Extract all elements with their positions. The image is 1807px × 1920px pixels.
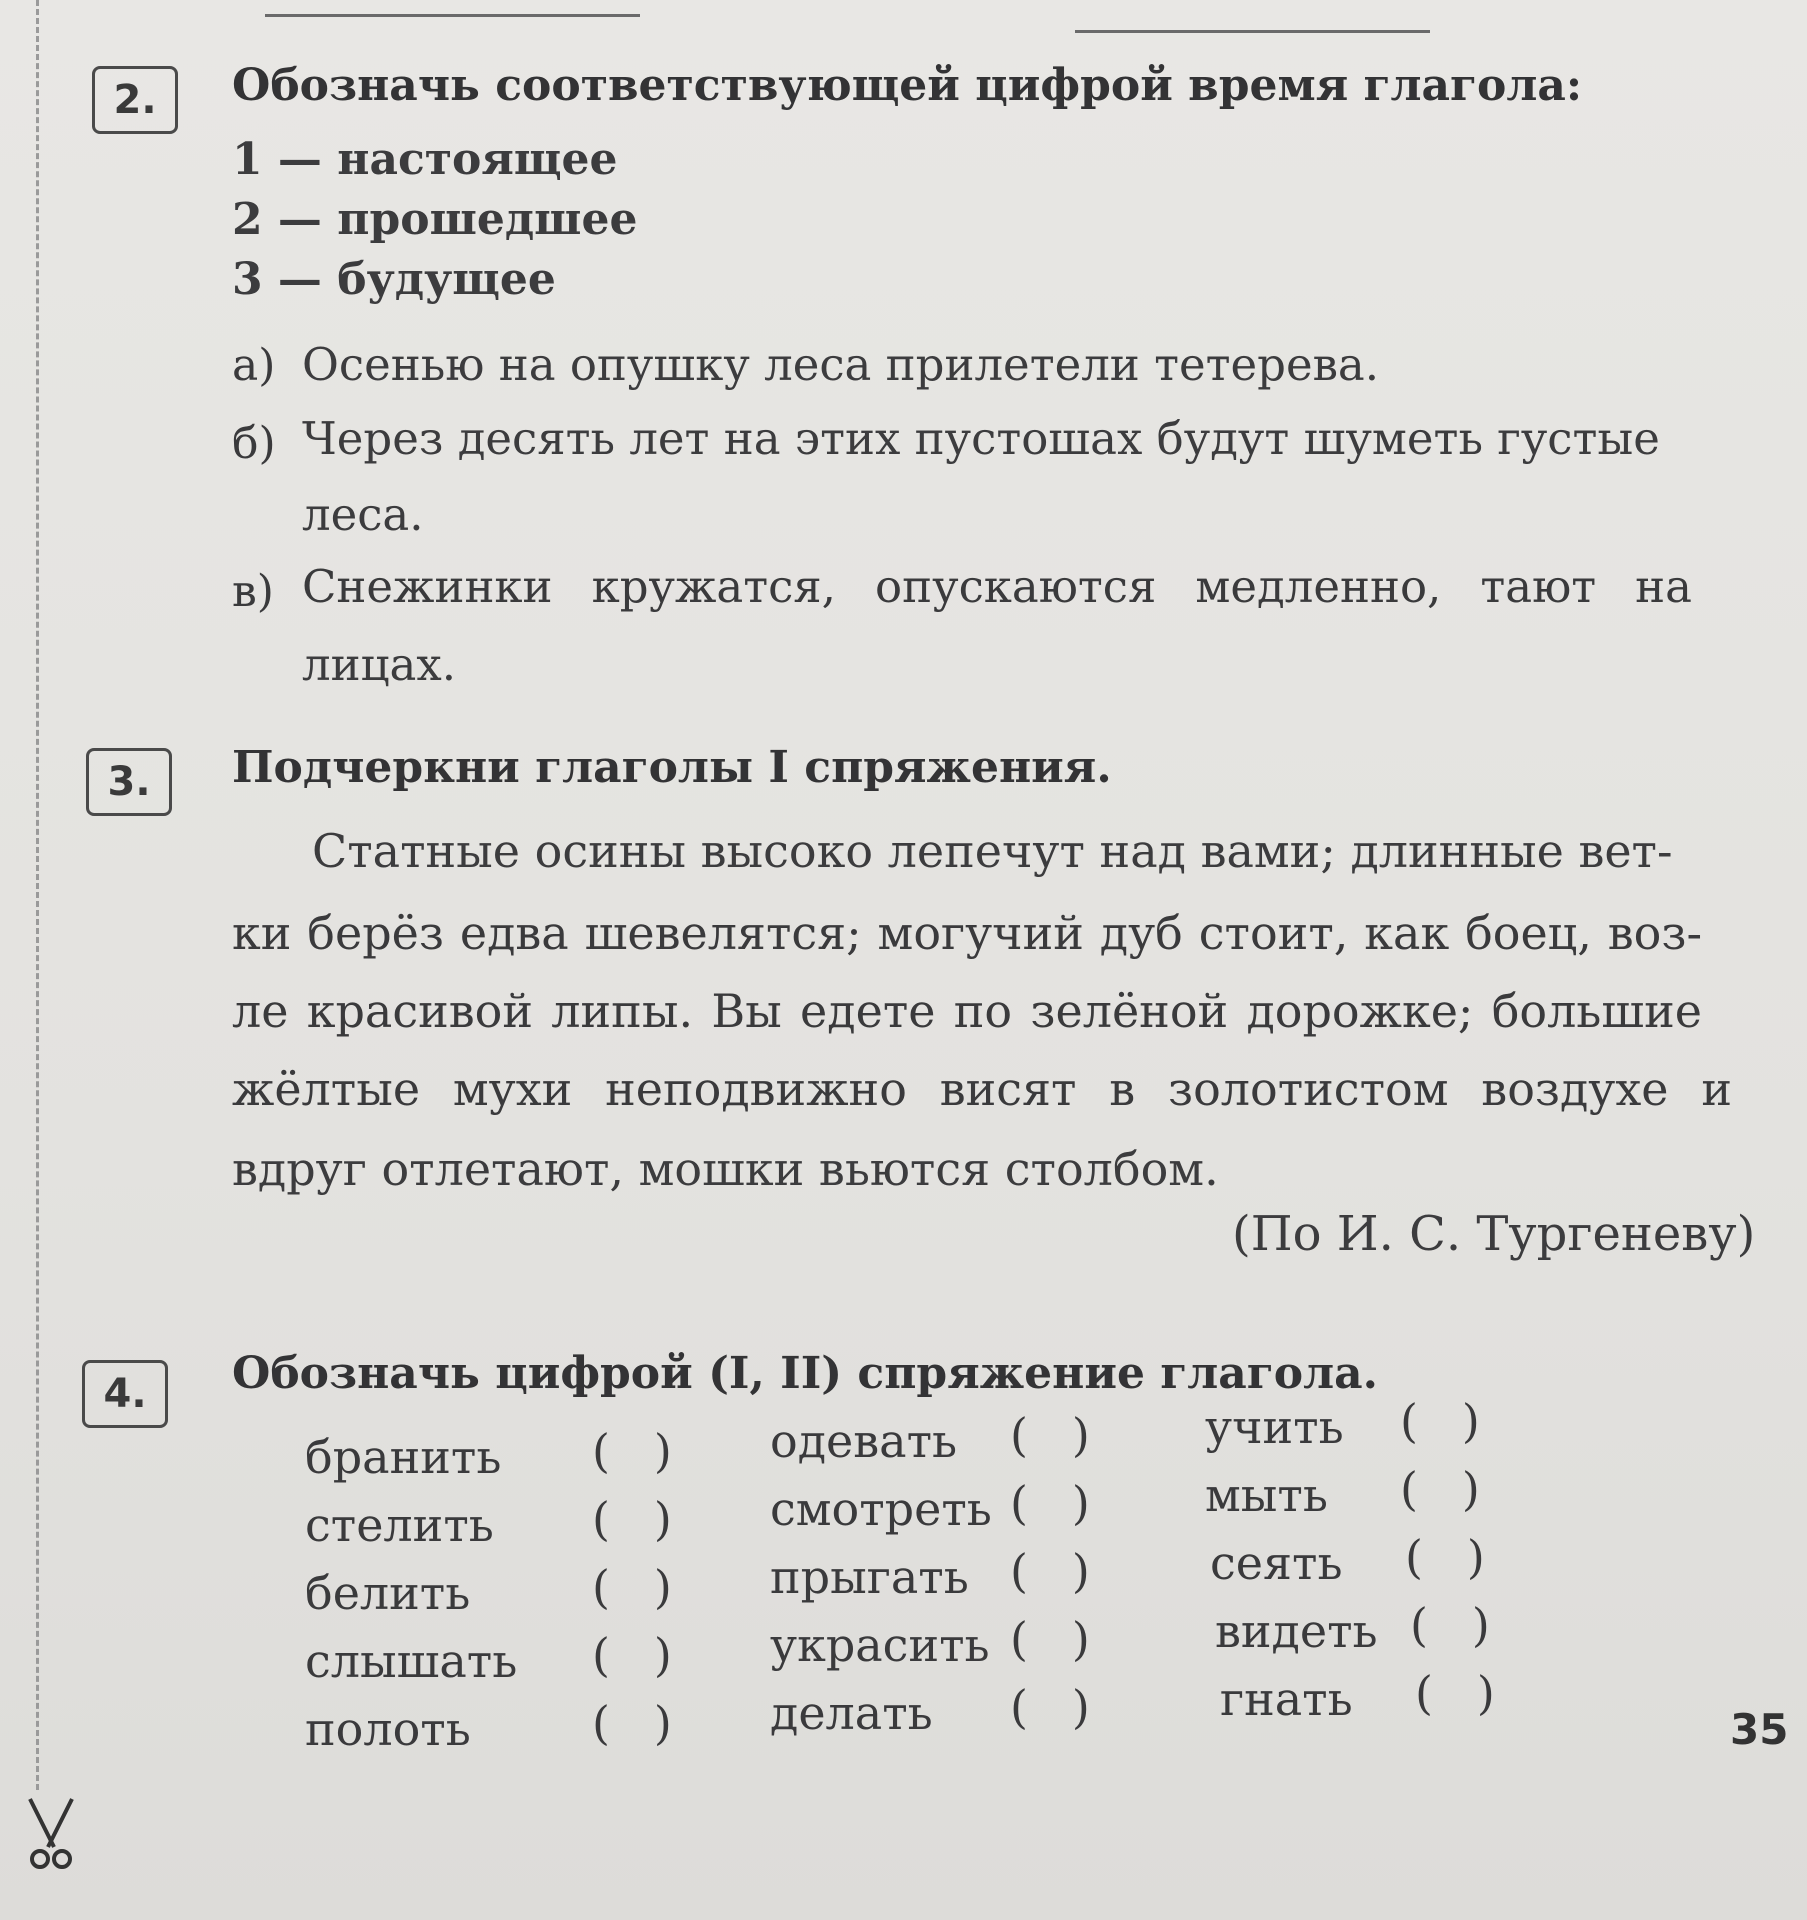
- scissors-icon: [22, 1795, 80, 1875]
- answer-blank[interactable]: ( ): [592, 1560, 672, 1614]
- task-4-number: 4.: [82, 1360, 168, 1428]
- sentence-c-text-1: Снежинки кружатся, опускаются медленно, тают на: [302, 560, 1692, 613]
- answer-blank[interactable]: ( ): [1010, 1544, 1090, 1598]
- task-3-text-line-3: ле красивой липы. Вы едете по зелёной дорожке; большие: [232, 984, 1702, 1038]
- task-3-text-line-5: вдруг отлетают, мошки вьются столбом.: [232, 1142, 1219, 1196]
- answer-blank[interactable]: ( ): [592, 1696, 672, 1750]
- verb-column-3-item: сеять: [1210, 1536, 1343, 1590]
- sentence-c-letter: в): [232, 566, 274, 617]
- verb-column-2-item: смотреть: [770, 1482, 992, 1536]
- verb-column-1-item: белить: [305, 1566, 471, 1620]
- task-2-number: 2.: [92, 66, 178, 134]
- top-rule-right: [1075, 30, 1430, 33]
- sentence-a-text: Осенью на опушку леса прилетели тетерева.: [302, 338, 1380, 391]
- task-3-title: Подчеркни глаголы I спряжения.: [232, 742, 1112, 793]
- verb-column-3-item: учить: [1205, 1400, 1344, 1454]
- cut-line: [36, 0, 39, 1790]
- answer-blank[interactable]: ( ): [1410, 1598, 1490, 1652]
- task-3-number: 3.: [86, 748, 172, 816]
- answer-blank[interactable]: ( ): [1415, 1666, 1495, 1720]
- task-4-title: Обозначь цифрой (I, II) спряжение глагола.: [232, 1348, 1378, 1399]
- verb-column-1-item: стелить: [305, 1498, 494, 1552]
- task-3-attribution: (По И. С. Тургеневу): [1232, 1206, 1756, 1262]
- verb-column-3-item: гнать: [1220, 1672, 1353, 1726]
- verb-column-2-item: одевать: [770, 1414, 958, 1468]
- answer-blank[interactable]: ( ): [1010, 1680, 1090, 1734]
- verb-column-3-item: мыть: [1205, 1468, 1328, 1522]
- answer-blank[interactable]: ( ): [1010, 1476, 1090, 1530]
- answer-blank[interactable]: ( ): [1010, 1408, 1090, 1462]
- top-rule-left: [265, 14, 640, 17]
- task-3-text-line-1: Статные осины высоко лепечут над вами; длинные вет-: [312, 824, 1673, 878]
- answer-blank[interactable]: ( ): [1400, 1462, 1480, 1516]
- sentence-c-text-2: лицах.: [302, 638, 457, 691]
- answer-blank[interactable]: ( ): [592, 1424, 672, 1478]
- answer-blank[interactable]: ( ): [592, 1628, 672, 1682]
- answer-blank[interactable]: ( ): [592, 1492, 672, 1546]
- verb-column-2-item: прыгать: [770, 1550, 969, 1604]
- verb-column-1-item: слышать: [305, 1634, 518, 1688]
- task-2-title: Обозначь соответствующей цифрой время глагола:: [232, 60, 1583, 111]
- verb-column-2-item: делать: [770, 1686, 933, 1740]
- answer-blank[interactable]: ( ): [1405, 1530, 1485, 1584]
- page-number: 35: [1730, 1705, 1789, 1754]
- task-3-text-line-2: ки берёз едва шевелятся; могучий дуб стоит, как боец, воз-: [232, 906, 1702, 960]
- sentence-a-letter: а): [232, 340, 276, 391]
- verb-column-3-item: видеть: [1215, 1604, 1378, 1658]
- tense-future: 3 — будущее: [232, 254, 556, 305]
- answer-blank[interactable]: ( ): [1400, 1394, 1480, 1448]
- verb-column-1-item: полоть: [305, 1702, 471, 1756]
- answer-blank[interactable]: ( ): [1010, 1612, 1090, 1666]
- task-3-text-line-4: жёлтые мухи неподвижно висят в золотистом воздухе и: [232, 1062, 1732, 1116]
- sentence-b-text-2: леса.: [302, 488, 424, 541]
- verb-column-1-item: бранить: [305, 1430, 502, 1484]
- tense-present: 1 — настоящее: [232, 134, 618, 185]
- sentence-b-letter: б): [232, 418, 276, 469]
- tense-past: 2 — прошедшее: [232, 194, 638, 245]
- sentence-b-text-1: Через десять лет на этих пустошах будут шуметь густые: [302, 412, 1660, 465]
- verb-column-2-item: украсить: [770, 1618, 990, 1672]
